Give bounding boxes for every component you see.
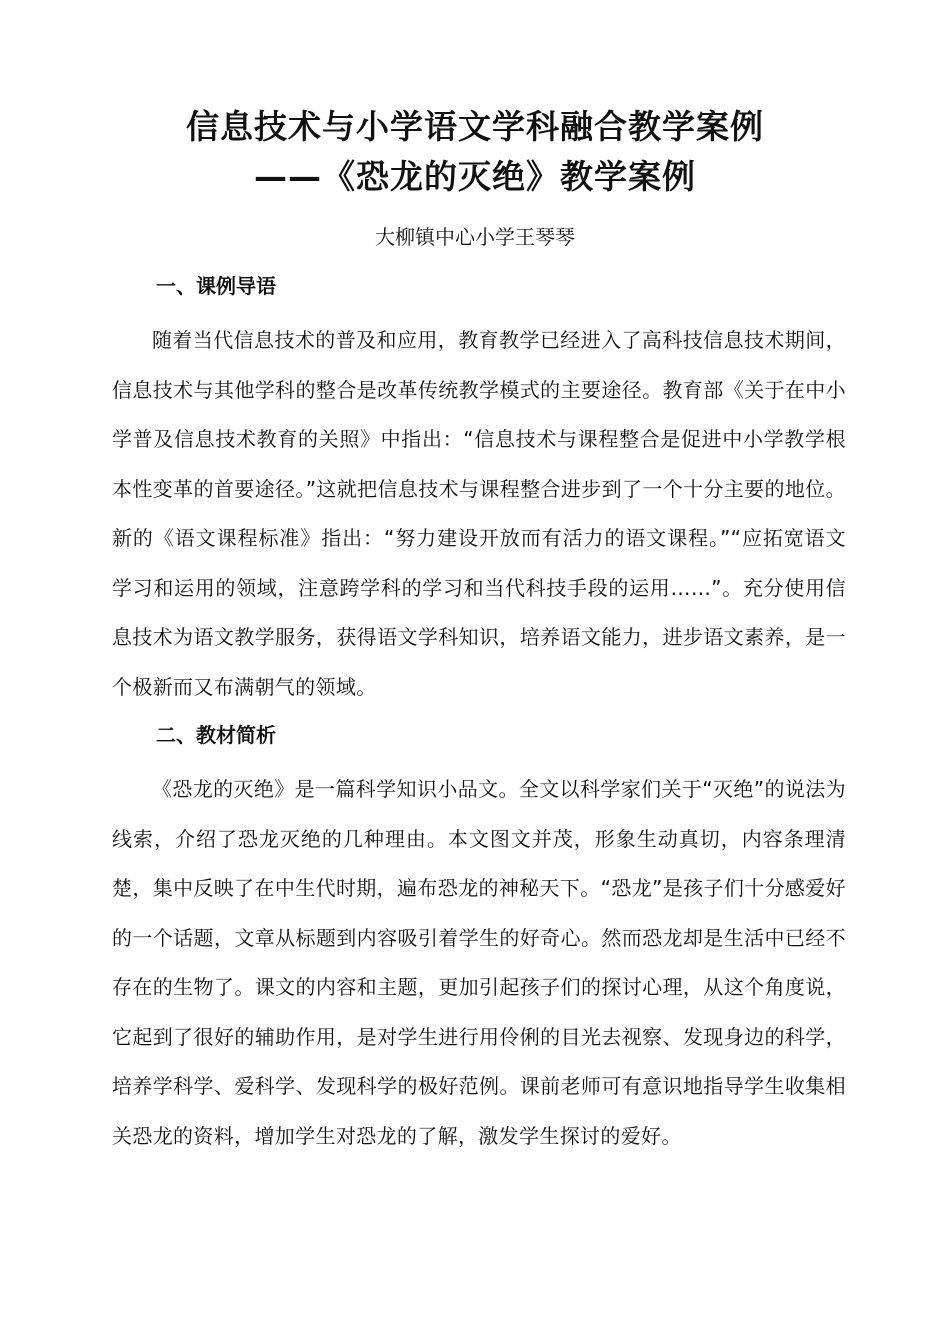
document-body [112, 266, 846, 1161]
section-paragraph-textbook: 《恐龙的灭绝》是一篇科学知识小品文。全文以科学家们关于“灭绝”的说法为线索，介绍了恐龙灭绝的几种理由。本文图文并茂，形象生动真切，内容条理清楚，集中反映了在中生代时期，遍布恐龙的神秘天下。“恐龙”是孩子们十分感爱好的一个话题，文章从标题到内容吸引着学生的好奇心。然而恐龙却是生活中已经不存在的生物了。课文的内容和主题，更加引起孩子们的探讨心理，从这个角度说，它起到了很好的辅助作用，是对学生进行用伶俐的目光去视察、发现身边的科学，培养学科学、爱科学、发现科学的极好范例。课前老师可有意识地指导学生收集相关恐龙的资料，增加学生对恐龙的了解，激发学生探讨的爱好。 [112, 777, 846, 1148]
document-subtitle: ——《恐龙的灭绝》教学案例 [254, 157, 696, 196]
section-heading-intro: 一、课例导语 [156, 274, 276, 298]
section-heading-textbook: 二、教材简析 [156, 723, 276, 747]
section-paragraph-intro: 随着当代信息技术的普及和应用，教育教学已经进入了高科技信息技术期间，信息技术与其他学科的整合是改革传统教学模式的主要途径。教育部《关于在中小学普及信息技术教育的关照》中指出：“信息技术与课程整合是促进中小学教学根本性变革的首要途径。”这就把信息技术与课程整合进步到了一个十分主要的地位。新的《语文课程标准》指出：“努力建设开放而有活力的语文课程。”“应拓宽语文学习和运用的领域，注意跨学科的学习和当代科技手段的运用……”。充分使用信息技术为语文教学服务，获得语文学科知识，培养语文能力，进步语文素养，是一个极新而又布满朝气的领域。 [112, 328, 846, 699]
author-line: 大柳镇中心小学王琴琴 [375, 225, 575, 249]
document-title: 信息技术与小学语文学科融合教学案例 [186, 107, 764, 146]
